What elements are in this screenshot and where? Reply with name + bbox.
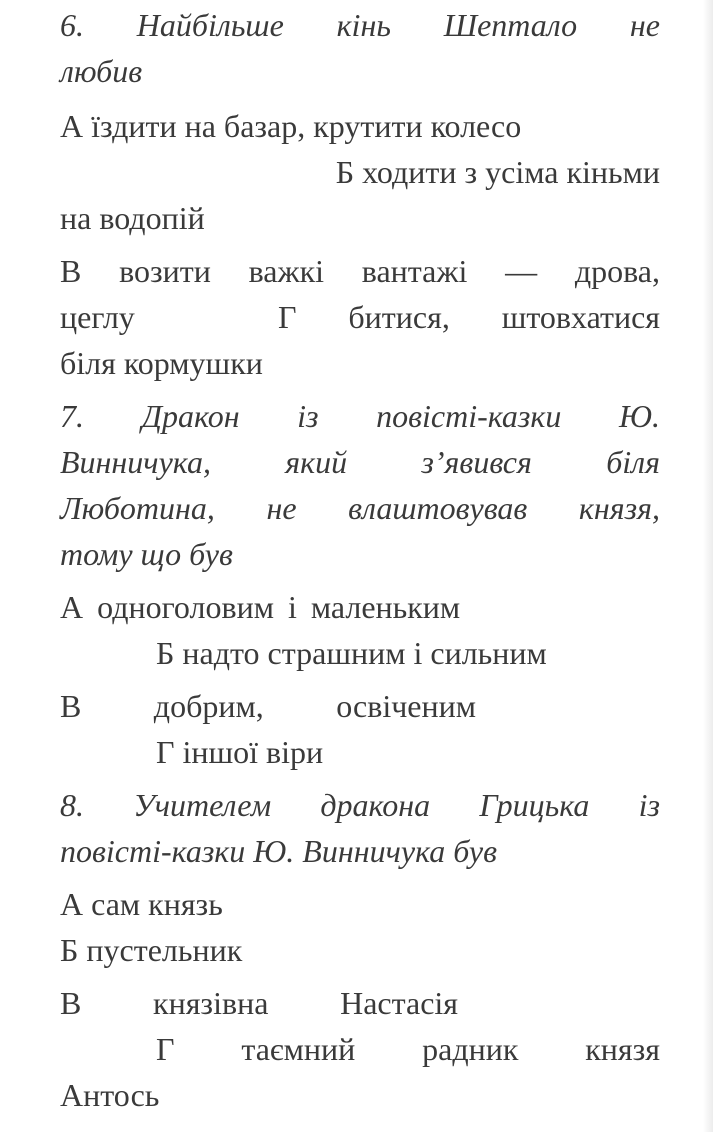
question-8-option-g-cont: Антось	[60, 1077, 160, 1113]
question-6-option-b: Б ходити з усіма кіньми	[335, 154, 660, 190]
question-8-option-b: Б пустельник	[60, 932, 243, 968]
question-7-line-3: Любoтина, не влаштовував князя,	[60, 490, 660, 526]
question-6-line-2: любив	[60, 53, 143, 89]
question-8-option-g: Г таємний радник князя	[156, 1031, 660, 1067]
question-7-option-a: А одноголовим і маленьким	[60, 589, 461, 625]
question-7-line-1: 7. Дракон із повісті-казки Ю.	[60, 398, 660, 434]
question-6-option-g: Г битися, штовхатися	[278, 299, 660, 335]
question-8-line-2: повісті-казки Ю. Винничука був	[60, 833, 497, 869]
question-6-line-1: 6. Найбільше кінь Шептало не	[60, 7, 660, 43]
question-6-option-v-cont: цеглу	[60, 299, 135, 335]
page-edge-shadow	[703, 0, 713, 1132]
question-7-option-b: Б надто страшним і сильним	[156, 635, 547, 671]
question-6-option-b-cont: на водопій	[60, 200, 205, 236]
question-8-option-v: В князівна Настасія	[60, 985, 458, 1021]
question-6-option-v: В возити важкі вантажі — дрова,	[60, 253, 660, 289]
question-7-line-4: тому що був	[60, 536, 233, 572]
question-7-line-2: Винничука, який з’явився біля	[60, 444, 660, 480]
question-8-line-1: 8. Учителем дракона Грицька із	[60, 787, 660, 823]
question-6-option-v-g	[60, 294, 660, 340]
question-6-option-a: А їздити на базар, крутити колесо	[60, 108, 522, 144]
question-7-option-g: Г іншої віри	[156, 734, 324, 770]
question-7-option-v: В добрим, освіченим	[60, 688, 476, 724]
question-8-option-a: А сам князь	[60, 886, 223, 922]
question-6-option-g-cont: біля кормушки	[60, 345, 263, 381]
